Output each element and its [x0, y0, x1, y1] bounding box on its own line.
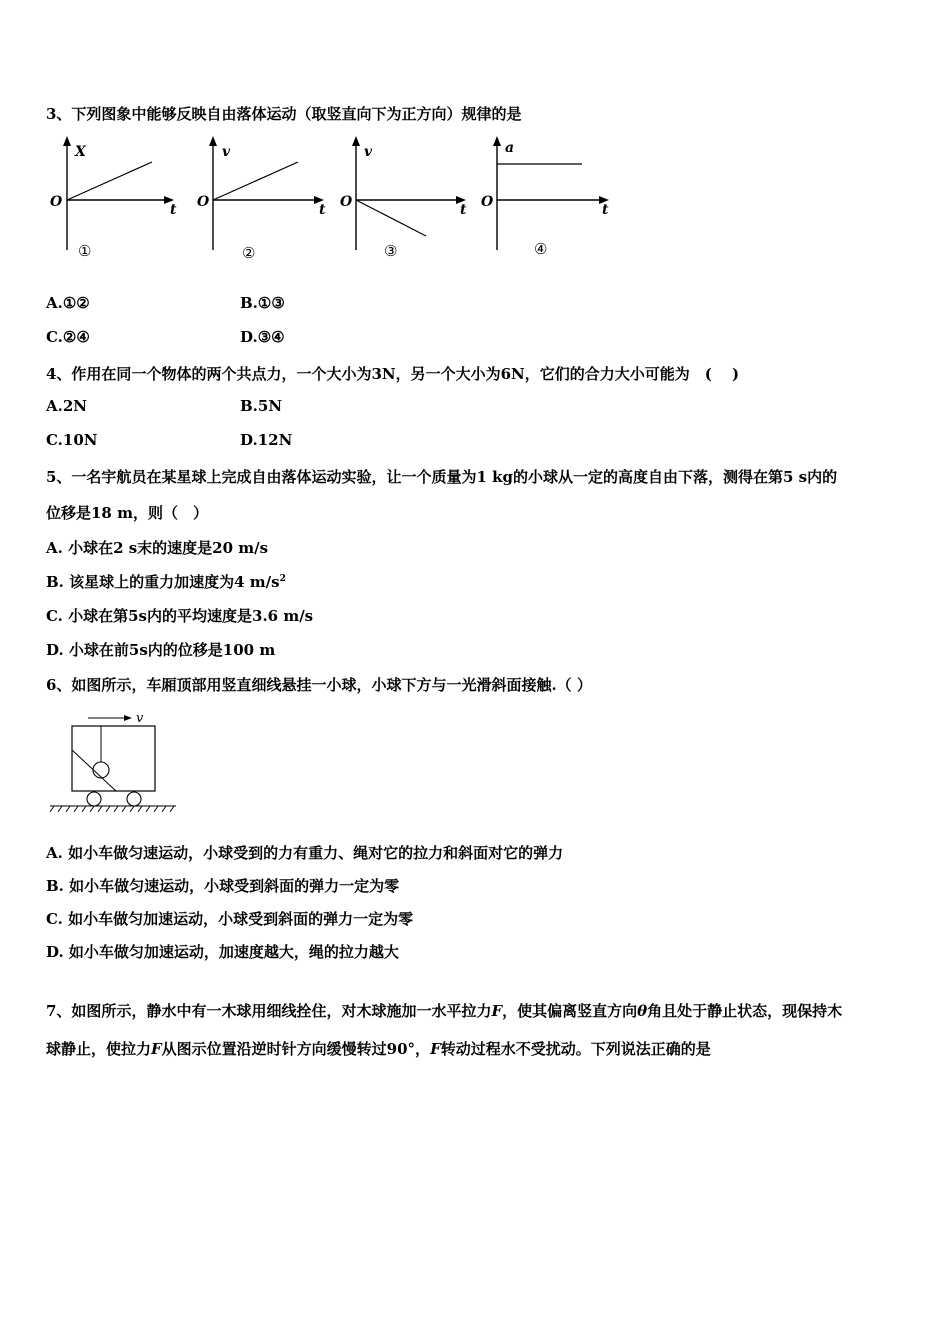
q5-option-b-superscript: 2: [279, 574, 286, 584]
q3-option-c: C.②④: [46, 328, 90, 346]
q5-option-b: [46, 571, 286, 592]
q5-stem-line1: 5、一名宇航员在某星球上完成自由落体运动实验，让一个质量为1 kg的小球从一定的高度自由下落，测得在第5 s内的: [46, 468, 838, 486]
q7-force-symbol-3: F: [430, 1040, 441, 1058]
q5-option-a: A. 小球在2 s末的速度是20 m/s: [46, 539, 269, 557]
graph-1-x-label: t: [170, 202, 177, 218]
q4-option-a: A.2N: [46, 397, 88, 415]
q6-option-d: D. 如小车做匀加速运动，加速度越大，绳的拉力越大: [46, 943, 399, 961]
graph-4-y-label: a: [505, 140, 515, 156]
q7-force-symbol-2: F: [151, 1040, 162, 1058]
q7-line2-b: 从图示位置沿逆时针方向缓慢转过90°，: [161, 1040, 431, 1058]
graph-3-v-t: [340, 136, 467, 260]
graph-2-x-label: t: [319, 202, 326, 218]
q3-option-b: B.①③: [240, 294, 285, 312]
q6-option-a: A. 如小车做匀速运动，小球受到的力有重力、绳对它的拉力和斜面对它的弹力: [46, 844, 564, 862]
graph-4-origin: O: [481, 194, 494, 210]
q5-option-b-text: B. 该星球上的重力加速度为4 m/s: [46, 573, 280, 591]
graph-2-y-label: v: [222, 144, 231, 160]
graph-4-number: ④: [534, 240, 548, 258]
q7-line1-b: ，使其偏离竖直方向: [502, 1002, 638, 1020]
q4-option-b: B.5N: [240, 397, 283, 415]
q7-force-symbol: F: [491, 1002, 503, 1020]
q6-cart-figure: [46, 706, 181, 816]
graph-3-x-label: t: [460, 202, 467, 218]
graph-2-v-t: [197, 136, 326, 262]
q4-option-c: C.10N: [46, 431, 98, 449]
q3-stem: 3、下列图象中能够反映自由落体运动（取竖直向下为正方向）规律的是: [46, 105, 522, 123]
graph-2-number: ②: [242, 244, 256, 262]
q7-stem-line1: [46, 1000, 842, 1021]
q7-line2-c: 转动过程水不受扰动。下列说法正确的是: [440, 1040, 711, 1058]
q4-stem: 4、作用在同一个物体的两个共点力，一个大小为3N，另一个大小为6N，它们的合力大小可能为 ( ): [46, 365, 740, 383]
q7-line2-a: 球静止，使拉力: [46, 1040, 152, 1058]
q7-stem-line2: [46, 1038, 711, 1059]
graph-4-a-t: [481, 136, 609, 258]
q5-stem-line2: 位移是18 m，则（ ）: [46, 504, 208, 522]
q7-line1-c: 角且处于静止状态，现保持木: [647, 1002, 843, 1020]
q3-option-d: D.③④: [240, 328, 285, 346]
q7-line1-a: 7、如图所示，静水中有一木球用细线拴住，对木球施加一水平拉力: [46, 1002, 492, 1020]
q5-option-d: D. 小球在前5s内的位移是100 m: [46, 641, 276, 659]
q6-stem: 6、如图所示，车厢顶部用竖直细线悬挂一小球，小球下方与一光滑斜面接触.（ ）: [46, 676, 592, 694]
graph-3-origin: O: [340, 194, 353, 210]
graph-4-x-label: t: [602, 202, 609, 218]
q3-option-a: A.①②: [46, 294, 90, 312]
q6-option-b: B. 如小车做匀速运动，小球受到斜面的弹力一定为零: [46, 877, 400, 895]
q6-velocity-label: v: [136, 711, 144, 726]
graph-1-y-label: X: [75, 144, 86, 160]
q7-theta-symbol: θ: [637, 1002, 648, 1020]
q4-option-d: D.12N: [240, 431, 293, 449]
graph-1-x-t: [50, 136, 177, 260]
graph-2-origin: O: [197, 194, 210, 210]
graph-1-origin: O: [50, 194, 63, 210]
q3-graphs-figure: [40, 130, 620, 270]
q5-option-c: C. 小球在第5s内的平均速度是3.6 m/s: [46, 607, 314, 625]
graph-3-number: ③: [384, 242, 398, 260]
q6-option-c: C. 如小车做匀加速运动，小球受到斜面的弹力一定为零: [46, 910, 414, 928]
graph-1-number: ①: [78, 242, 92, 260]
graph-3-y-label: v: [364, 144, 373, 160]
